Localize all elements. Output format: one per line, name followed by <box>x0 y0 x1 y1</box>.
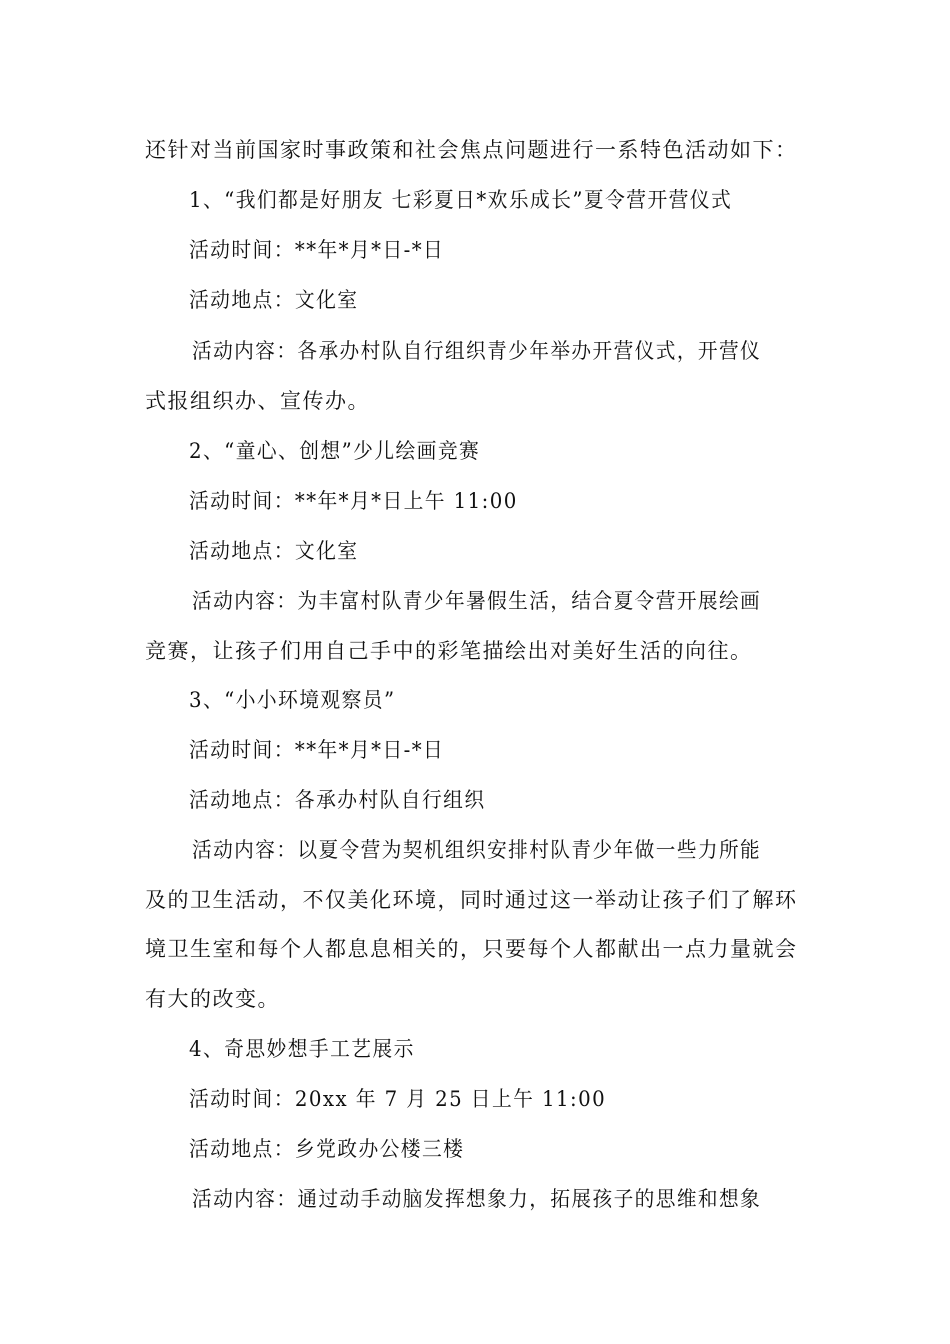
activity-1-content-cont: 式报组织办、宣传办。 <box>145 389 370 413</box>
activity-3-content-cont-1: 及的卫生活动，不仅美化环境，同时通过这一举动让孩子们了解环 <box>145 888 798 912</box>
activity-3-content-cont-2: 境卫生室和每个人都息息相关的，只要每个人都献出一点力量就会 <box>145 937 798 961</box>
activity-3-content: 活动内容：以夏令营为契机组织安排村队青少年做一些力所能 <box>192 838 762 862</box>
activity-4-time: 活动时间：20xx 年 7 月 25 日上午 11:00 <box>189 1087 607 1111</box>
heading-activity-3: 3、“小小环境观察员” <box>189 688 396 712</box>
activity-1-time: 活动时间：**年*月*日-*日 <box>189 238 445 262</box>
paragraph-intro: 还针对当前国家时事政策和社会焦点问题进行一系特色活动如下： <box>145 138 798 162</box>
activity-3-content-cont-3: 有大的改变。 <box>145 987 280 1011</box>
heading-activity-1: 1、“我们都是好朋友 七彩夏日*欢乐成长”夏令营开营仪式 <box>189 188 733 212</box>
activity-3-time: 活动时间：**年*月*日-*日 <box>189 738 445 762</box>
activity-1-location: 活动地点：文化室 <box>189 288 359 312</box>
heading-activity-2: 2、“童心、创想”少儿绘画竞赛 <box>189 439 481 463</box>
heading-activity-4: 4、奇思妙想手工艺展示 <box>189 1037 415 1061</box>
activity-2-location: 活动地点：文化室 <box>189 539 359 563</box>
activity-2-content: 活动内容：为丰富村队青少年暑假生活，结合夏令营开展绘画 <box>192 589 762 613</box>
activity-3-location: 活动地点：各承办村队自行组织 <box>189 788 486 812</box>
activity-4-content: 活动内容：通过动手动脑发挥想象力，拓展孩子的思维和想象 <box>192 1187 762 1211</box>
activity-4-location: 活动地点：乡党政办公楼三楼 <box>189 1137 465 1161</box>
activity-2-time: 活动时间：**年*月*日上午 11:00 <box>189 489 518 513</box>
activity-1-content: 活动内容：各承办村队自行组织青少年举办开营仪式，开营仪 <box>192 339 762 363</box>
activity-2-content-cont: 竞赛，让孩子们用自己手中的彩笔描绘出对美好生活的向往。 <box>145 639 753 663</box>
